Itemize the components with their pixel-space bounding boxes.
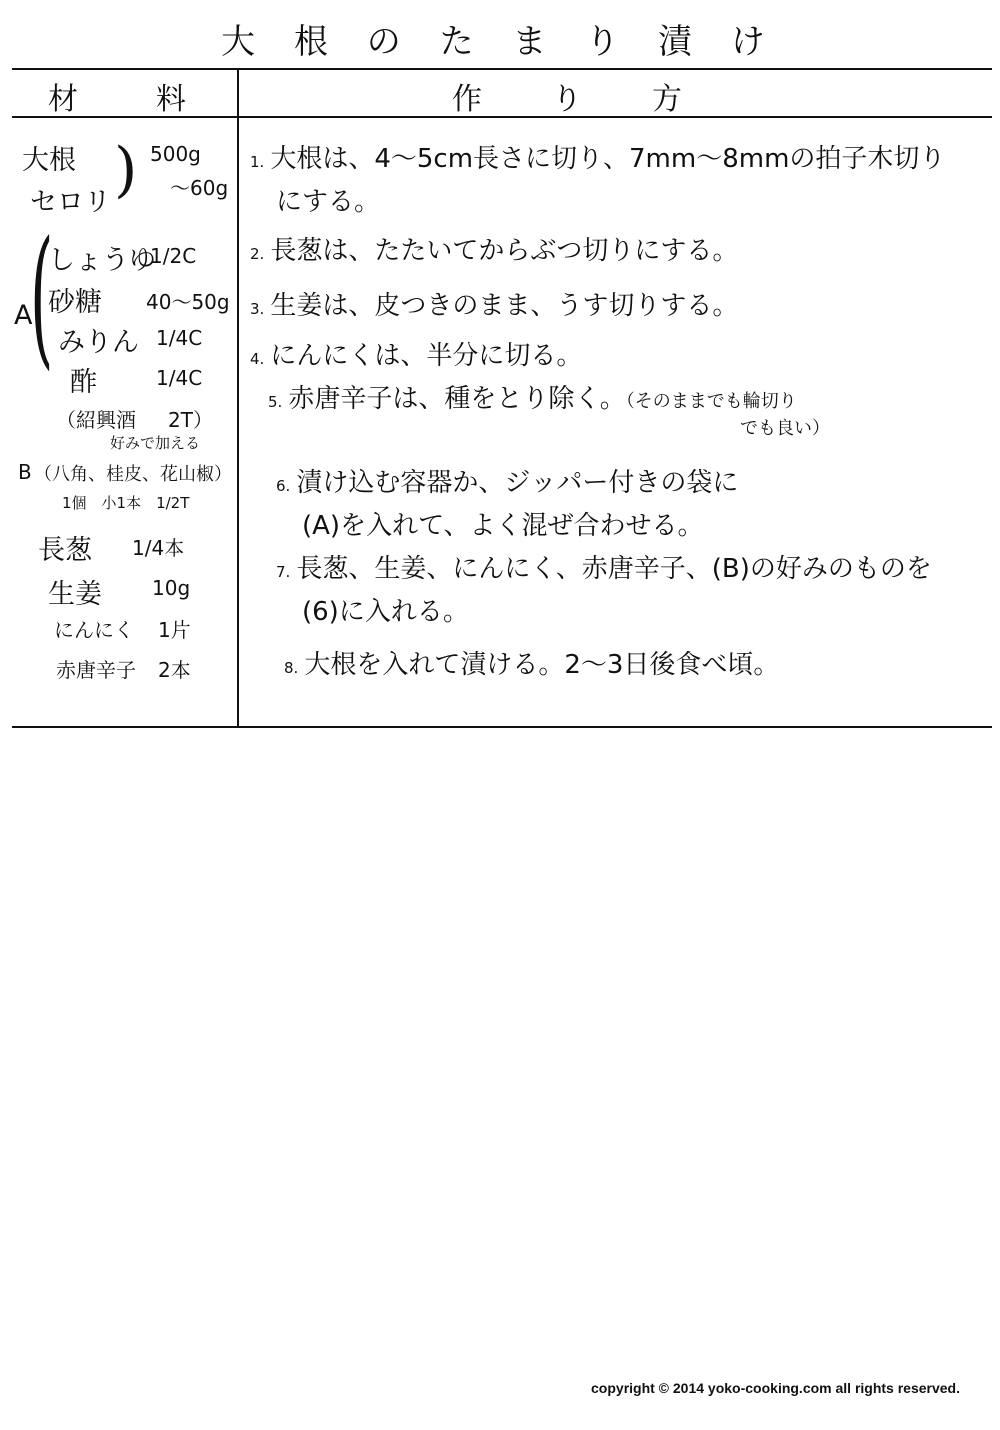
- step-text: 大根は、4～5cm長さに切り、7mm～8mmの拍子木切り: [270, 144, 946, 174]
- step-text: 漬け込む容器か、ジッパー付きの袋に: [296, 468, 739, 498]
- step-number: 6.: [276, 477, 291, 495]
- group-a-label: A: [14, 300, 33, 331]
- ingredient-leek-amount: 1/4本: [132, 536, 185, 560]
- copyright-notice: copyright © 2014 yoko-cooking.com all rights reserved.: [591, 1380, 960, 1396]
- step-number: 5.: [268, 393, 283, 411]
- step-5: [268, 378, 1000, 415]
- group-a-bracket: (: [30, 210, 54, 384]
- shaoxing-wine-amount: 2T）: [168, 408, 213, 432]
- table-column-divider: [237, 68, 239, 728]
- group-a-soy: しょうゆ: [48, 245, 156, 276]
- step-number: 7.: [276, 563, 291, 581]
- ingredient-ginger: 生姜: [48, 579, 102, 610]
- ingredient-name: セロリ: [30, 187, 111, 218]
- step-text-continued: にする。: [276, 187, 381, 217]
- group-b-label: B: [18, 460, 32, 484]
- group-b-amounts: 1個 小1本 1/2T: [62, 494, 190, 512]
- group-a-mirin-amount: 1/4C: [156, 326, 203, 350]
- step-number: 4.: [250, 350, 265, 368]
- group-a-sugar-amount: 40～50g: [146, 290, 230, 314]
- ingredient-garlic: にんにく: [54, 618, 134, 642]
- step-5-note-continued: でも良い）: [740, 418, 830, 439]
- bracket-right: ): [114, 135, 138, 205]
- step-text: 赤唐辛子は、種をとり除く。: [288, 384, 626, 414]
- step-note: （そのままでも輪切り: [625, 391, 797, 412]
- step-8: [284, 644, 1000, 681]
- step-number: 8.: [284, 659, 299, 677]
- ingredient-chili-amount: 2本: [158, 658, 191, 682]
- ingredient-daikon: [22, 138, 76, 177]
- shaoxing-note: 好みで加える: [110, 434, 201, 452]
- group-a-vinegar: 酢: [70, 367, 97, 398]
- ingredient-name: 大根: [22, 145, 76, 176]
- method-header: 作り方: [452, 82, 752, 117]
- table-top-rule: [12, 68, 992, 70]
- step-text: 長葱、生姜、にんにく、赤唐辛子、(B)の好みのものを: [296, 554, 932, 584]
- group-a-sugar: 砂糖: [48, 287, 102, 318]
- step-text: にんにくは、半分に切る。: [270, 341, 583, 371]
- step-text: 生姜は、皮つきのまま、うす切りする。: [270, 291, 739, 321]
- ingredient-daikon-amount: 500g: [150, 142, 201, 166]
- step-text: 長葱は、たたいてからぶつ切りにする。: [270, 236, 739, 266]
- group-a-mirin: みりん: [58, 327, 139, 358]
- step-text-continued: (A)を入れて、よく混ぜ合わせる。: [302, 511, 704, 541]
- ingredient-garlic-amount: 1片: [158, 618, 191, 642]
- step-4: [250, 335, 985, 372]
- step-6: [276, 462, 1000, 542]
- step-3: [250, 285, 985, 322]
- step-number: 1.: [250, 153, 265, 171]
- step-text: 大根を入れて漬ける。2～3日後食べ頃。: [304, 650, 780, 680]
- step-text-continued: (6)に入れる。: [302, 597, 469, 627]
- group-b-items: （八角、桂皮、花山椒）: [34, 464, 232, 485]
- group-a-soy-amount: 1/2C: [150, 244, 197, 268]
- shaoxing-wine: （紹興酒: [56, 408, 136, 432]
- ingredient-leek: 長葱: [38, 535, 92, 566]
- recipe-title: 大 根 の た ま り 漬 け: [221, 22, 779, 62]
- step-7: [276, 548, 1000, 628]
- table-bottom-rule: [12, 726, 992, 728]
- ingredient-celery-amount: ～60g: [170, 176, 229, 200]
- step-1: [250, 138, 985, 218]
- ingredient-chili: 赤唐辛子: [56, 658, 136, 682]
- group-a-vinegar-amount: 1/4C: [156, 366, 203, 390]
- step-number: 2.: [250, 245, 265, 263]
- ingredient-ginger-amount: 10g: [152, 576, 191, 600]
- step-number: 3.: [250, 300, 265, 318]
- step-2: [250, 230, 985, 267]
- ingredients-header: 材料: [48, 82, 264, 117]
